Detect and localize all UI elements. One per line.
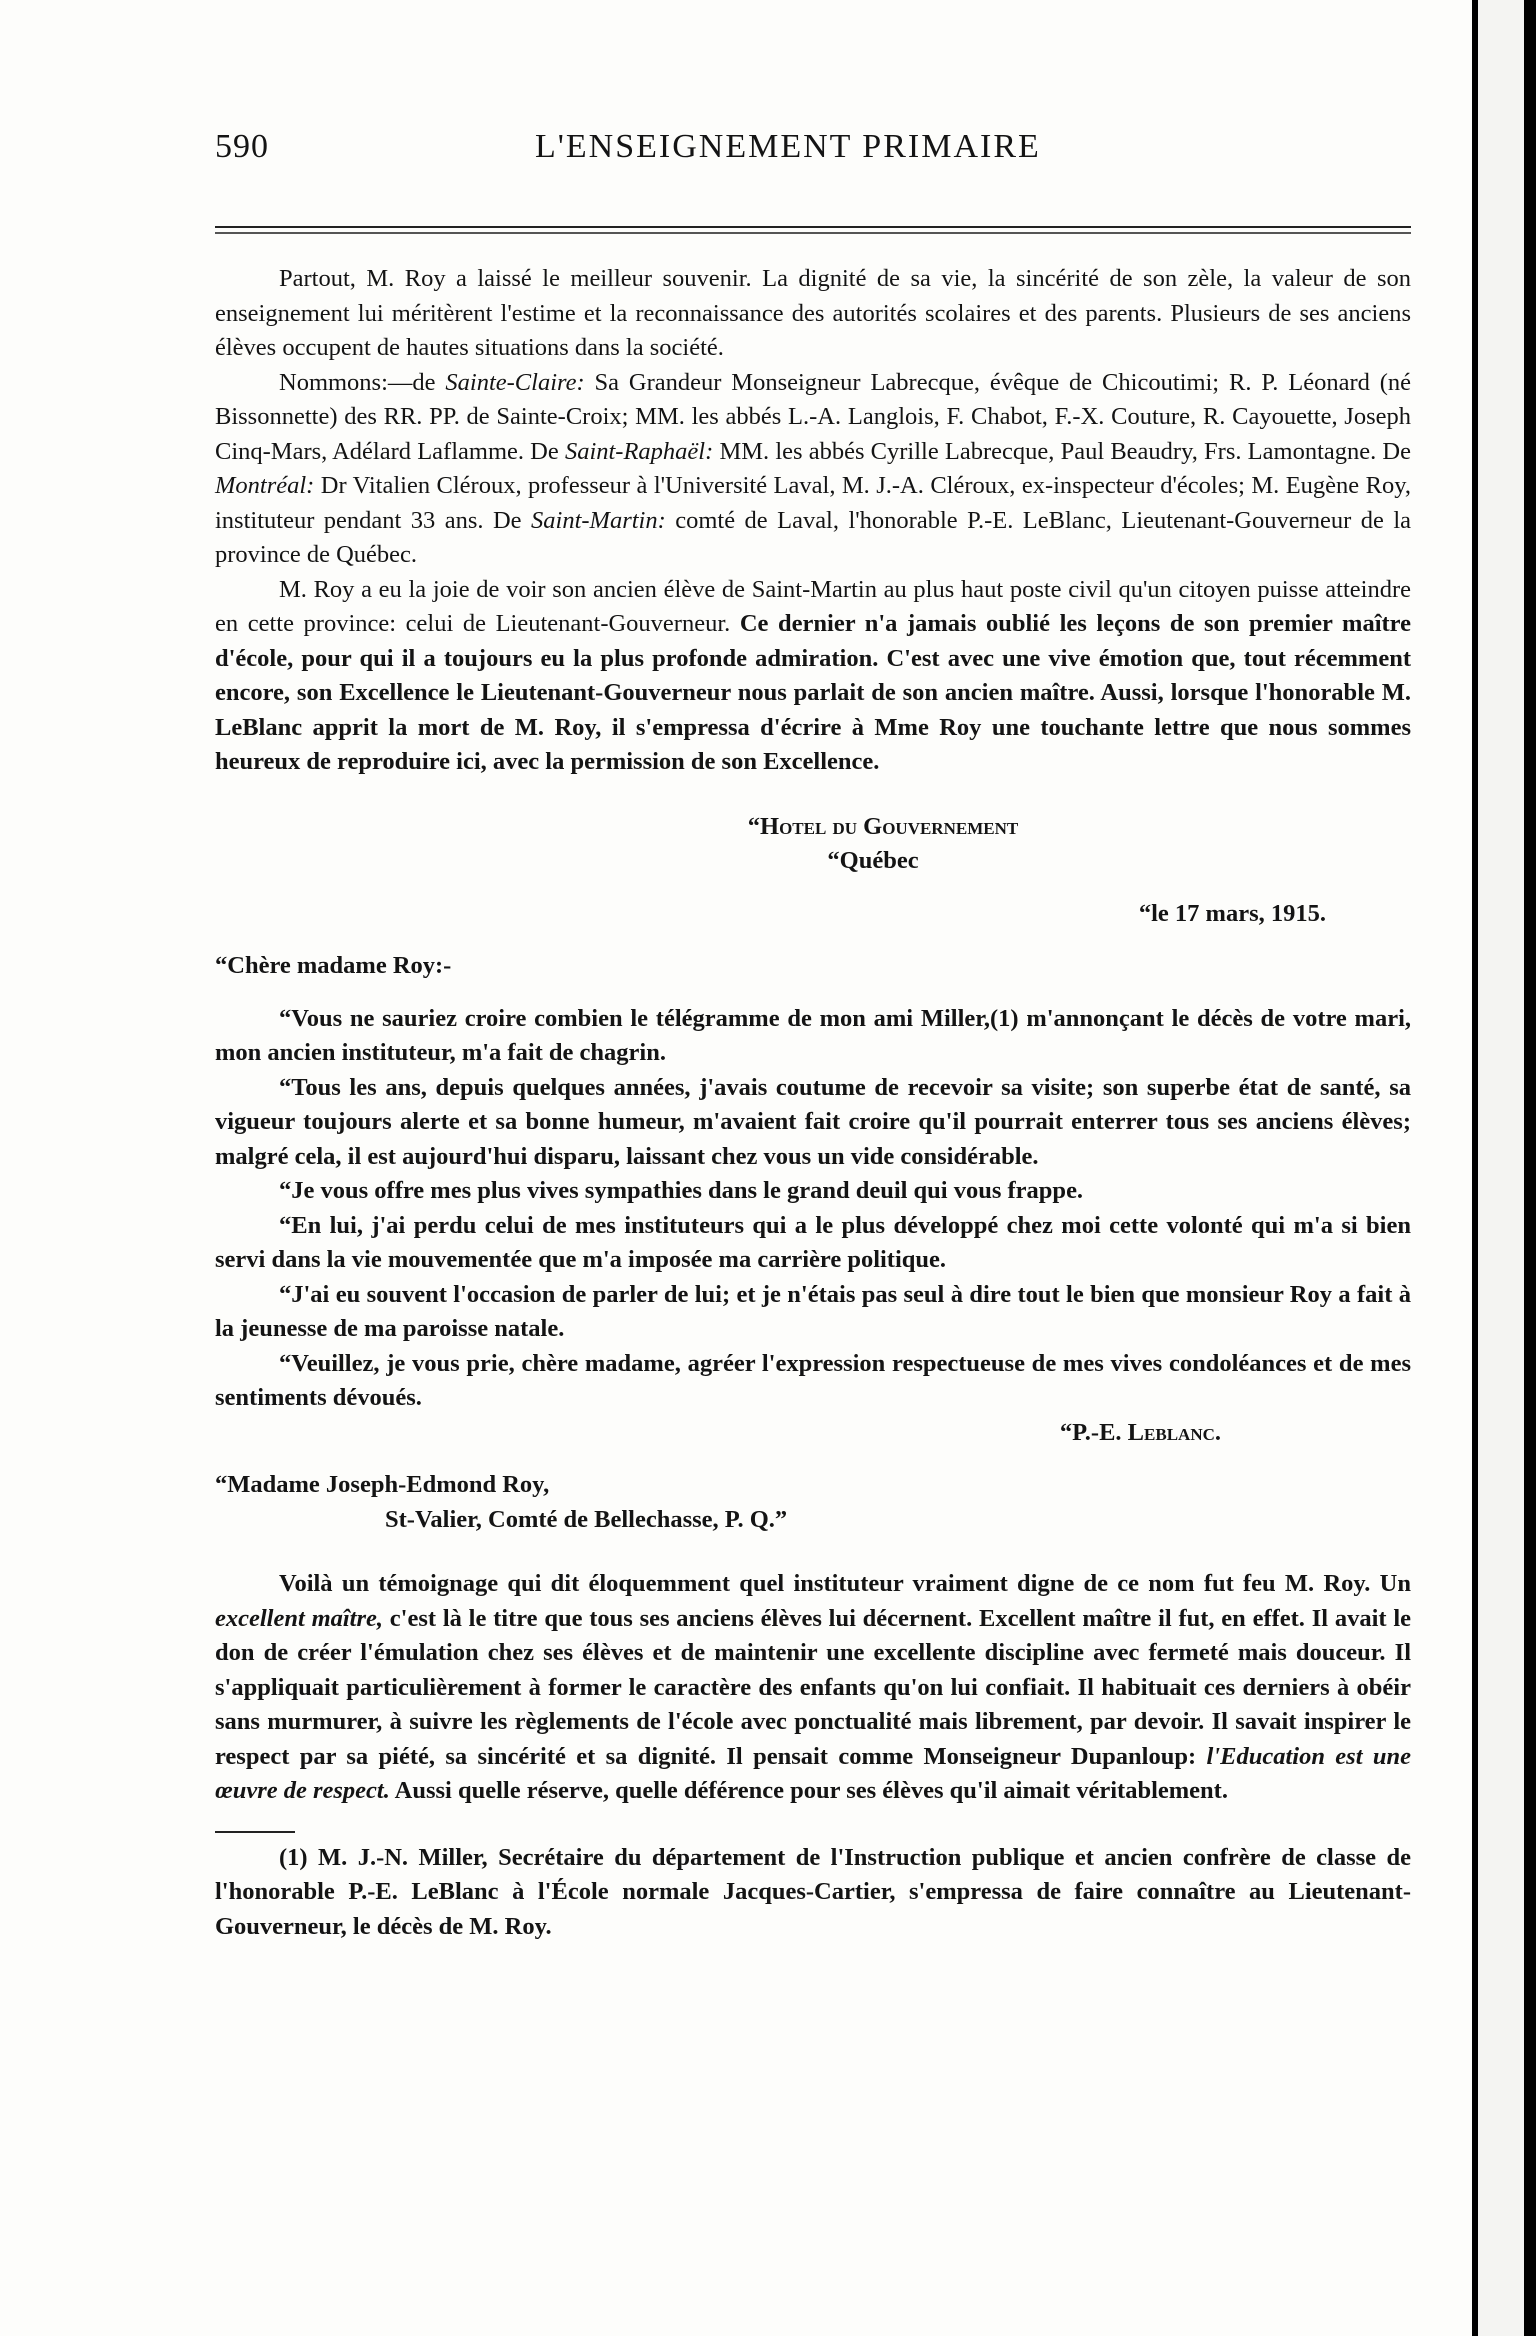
- letter-salutation: “Chère madame Roy:-: [215, 952, 452, 979]
- page-number: 590: [215, 128, 269, 165]
- place-saint-martin: Saint-Martin:: [531, 506, 666, 534]
- paragraph-souvenir: Partout, M. Roy a laissé le meilleur souvenir. La dignité de sa vie, la sincérité de son zèle, la valeur de son enseignement lui méritèrent l'estime et la reconnaissance des autorités scolaires et des parents. Plusieurs de ses anciens élèves occupent de hautes situations dans la société.: [215, 265, 1411, 361]
- paragraph-temoignage: Voilà un témoignage qui dit éloquemment quel instituteur vraiment digne de ce nom fut feu M. Roy. Un excellent maître, c'est là le titre que tous ses anciens élèves lui décernent. Excellent maître il fut, en effet. Il avait le don de créer l'émulation chez ses élèves et de maintenir une excellente discipline avec fermeté mais douceur. Il s'appliquait particulièrement à former le caractère des enfants qu'on lui confiait. Il habituait ces derniers à obéir sans murmurer, à suivre les règlements de l'école avec ponctualité mais librement, par devoir. Il savait inspirer le respect par sa piété, sa sincérité et sa dignité. Il pensait comme Monseigneur Dupanloup: l'Education est une œuvre de respect. Aussi quelle réserve, quelle déférence pour ses élèves qu'il aimait véritablement.: [215, 1570, 1411, 1804]
- paragraph-lieutenant-gouverneur: M. Roy a eu la joie de voir son ancien élève de Saint-Martin au plus haut poste civil qu'un citoyen puisse atteindre en cette province: celui de Lieutenant-Gouverneur. Ce dernier n'a jamais oublié les leçons de son premier maître d'école, pour qui il a toujours eu la plus profonde admiration. C'est avec une vive émotion que, tout récemment encore, son Excellence le Lieutenant-Gouverneur nous parlait de son ancien maître. Aussi, lorsque l'honorable M. LeBlanc apprit la mort de M. Roy, il s'empressa d'écrire à Mme Roy une touchante lettre que nous sommes heureux de reproduire ici, avec la permission de son Excellence.: [215, 575, 1411, 775]
- body-text: [215, 262, 1411, 1944]
- letter-paragraph: “Je vous offre mes plus vives sympathies dans le grand deuil qui vous frappe.: [279, 1177, 1084, 1204]
- footnote: (1) M. J.-N. Miller, Secrétaire du département de l'Instruction publique et ancien confrère de classe de l'honorable P.-E. LeBlanc à l'École normale Jacques-Cartier, s'empressa de faire connaître au Lieutenant-Gouverneur, le décès de M. Roy.: [215, 1843, 1411, 1940]
- letter-signature: “P.-E. Leblanc.: [1059, 1418, 1221, 1446]
- letter-heading: “Hotel du Gouvernement: [747, 812, 1019, 840]
- scan-edge: [1472, 0, 1536, 2336]
- letter-paragraph: “Veuillez, je vous prie, chère madame, agréer l'expression respectueuse de mes vives condoléances et de mes sentiments dévoués.: [215, 1349, 1411, 1411]
- adjacent-page-strip: [1478, 0, 1524, 2336]
- emphasis-quote-dupanloup: l'Education est une œuvre de respect.: [215, 1742, 1411, 1804]
- header-rule-secondary: [215, 232, 1411, 234]
- page-header: [215, 128, 1411, 178]
- place-sainte-claire: Sainte-Claire:: [445, 368, 585, 396]
- header-rule: [215, 226, 1411, 228]
- emphasis-excellent-maitre: excellent maître,: [215, 1604, 384, 1632]
- letter-paragraph: “J'ai eu souvent l'occasion de parler de lui; et je n'étais pas seul à dire tout le bien que monsieur Roy a fait à la jeunesse de ma paroisse natale.: [215, 1280, 1411, 1342]
- letter-address-line1: “Madame Joseph-Edmond Roy,: [215, 1471, 550, 1498]
- paragraph-nommons: Nommons:—de Sainte-Claire: Sa Grandeur Monseigneur Labrecque, évêque de Chicoutimi; R. P. Léonard (né Bissonnette) des RR. PP. de Sainte-Croix; MM. les abbés L.-A. Langlois, F. Chabot, F.-X. Couture, R. Cayouette, Joseph Cinq-Mars, Adélard Laflamme. De Saint-Raphaël: MM. les abbés Cyrille Labrecque, Paul Beaudry, Frs. Lamontagne. De Montréal: Dr Vitalien Cléroux, professeur à l'Université Laval, M. J.-A. Cléroux, ex-inspecteur d'écoles; M. Eugène Roy, instituteur pendant 33 ans. De Saint-Martin: comté de Laval, l'honorable P.-E. LeBlanc, Lieutenant-Gouverneur de la province de Québec.: [215, 368, 1412, 568]
- running-title: L'ENSEIGNEMENT PRIMAIRE: [535, 128, 1041, 165]
- letter-paragraph: “En lui, j'ai perdu celui de mes instituteurs qui a le plus développé chez moi cette volonté qui m'a si bien servi dans la vie mouvementée que m'a imposée ma carrière politique.: [215, 1211, 1411, 1273]
- footnote-rule: [215, 1831, 295, 1833]
- letter-date: “le 17 mars, 1915.: [1138, 899, 1326, 927]
- letter-location: “Québec: [827, 847, 919, 874]
- letter-address-line2: St-Valier, Comté de Bellechasse, P. Q.”: [385, 1505, 788, 1533]
- place-montreal: Montréal:: [215, 472, 315, 499]
- place-saint-raphael: Saint-Raphaël:: [564, 437, 714, 465]
- letter-paragraph: “Vous ne sauriez croire combien le télégramme de mon ami Miller,(1) m'annonçant le décès de votre mari, mon ancien instituteur, m'a fait de chagrin.: [215, 1004, 1411, 1066]
- letter-paragraph: “Tous les ans, depuis quelques années, j'avais coutume de recevoir sa visite; son superbe état de santé, sa vigueur toujours alerte et sa bonne humeur, m'avaient fait croire qu'il pourrait enterrer tous ses anciens élèves; malgré cela, il est aujourd'hui disparu, laissant chez vous un vide considérable.: [215, 1073, 1411, 1170]
